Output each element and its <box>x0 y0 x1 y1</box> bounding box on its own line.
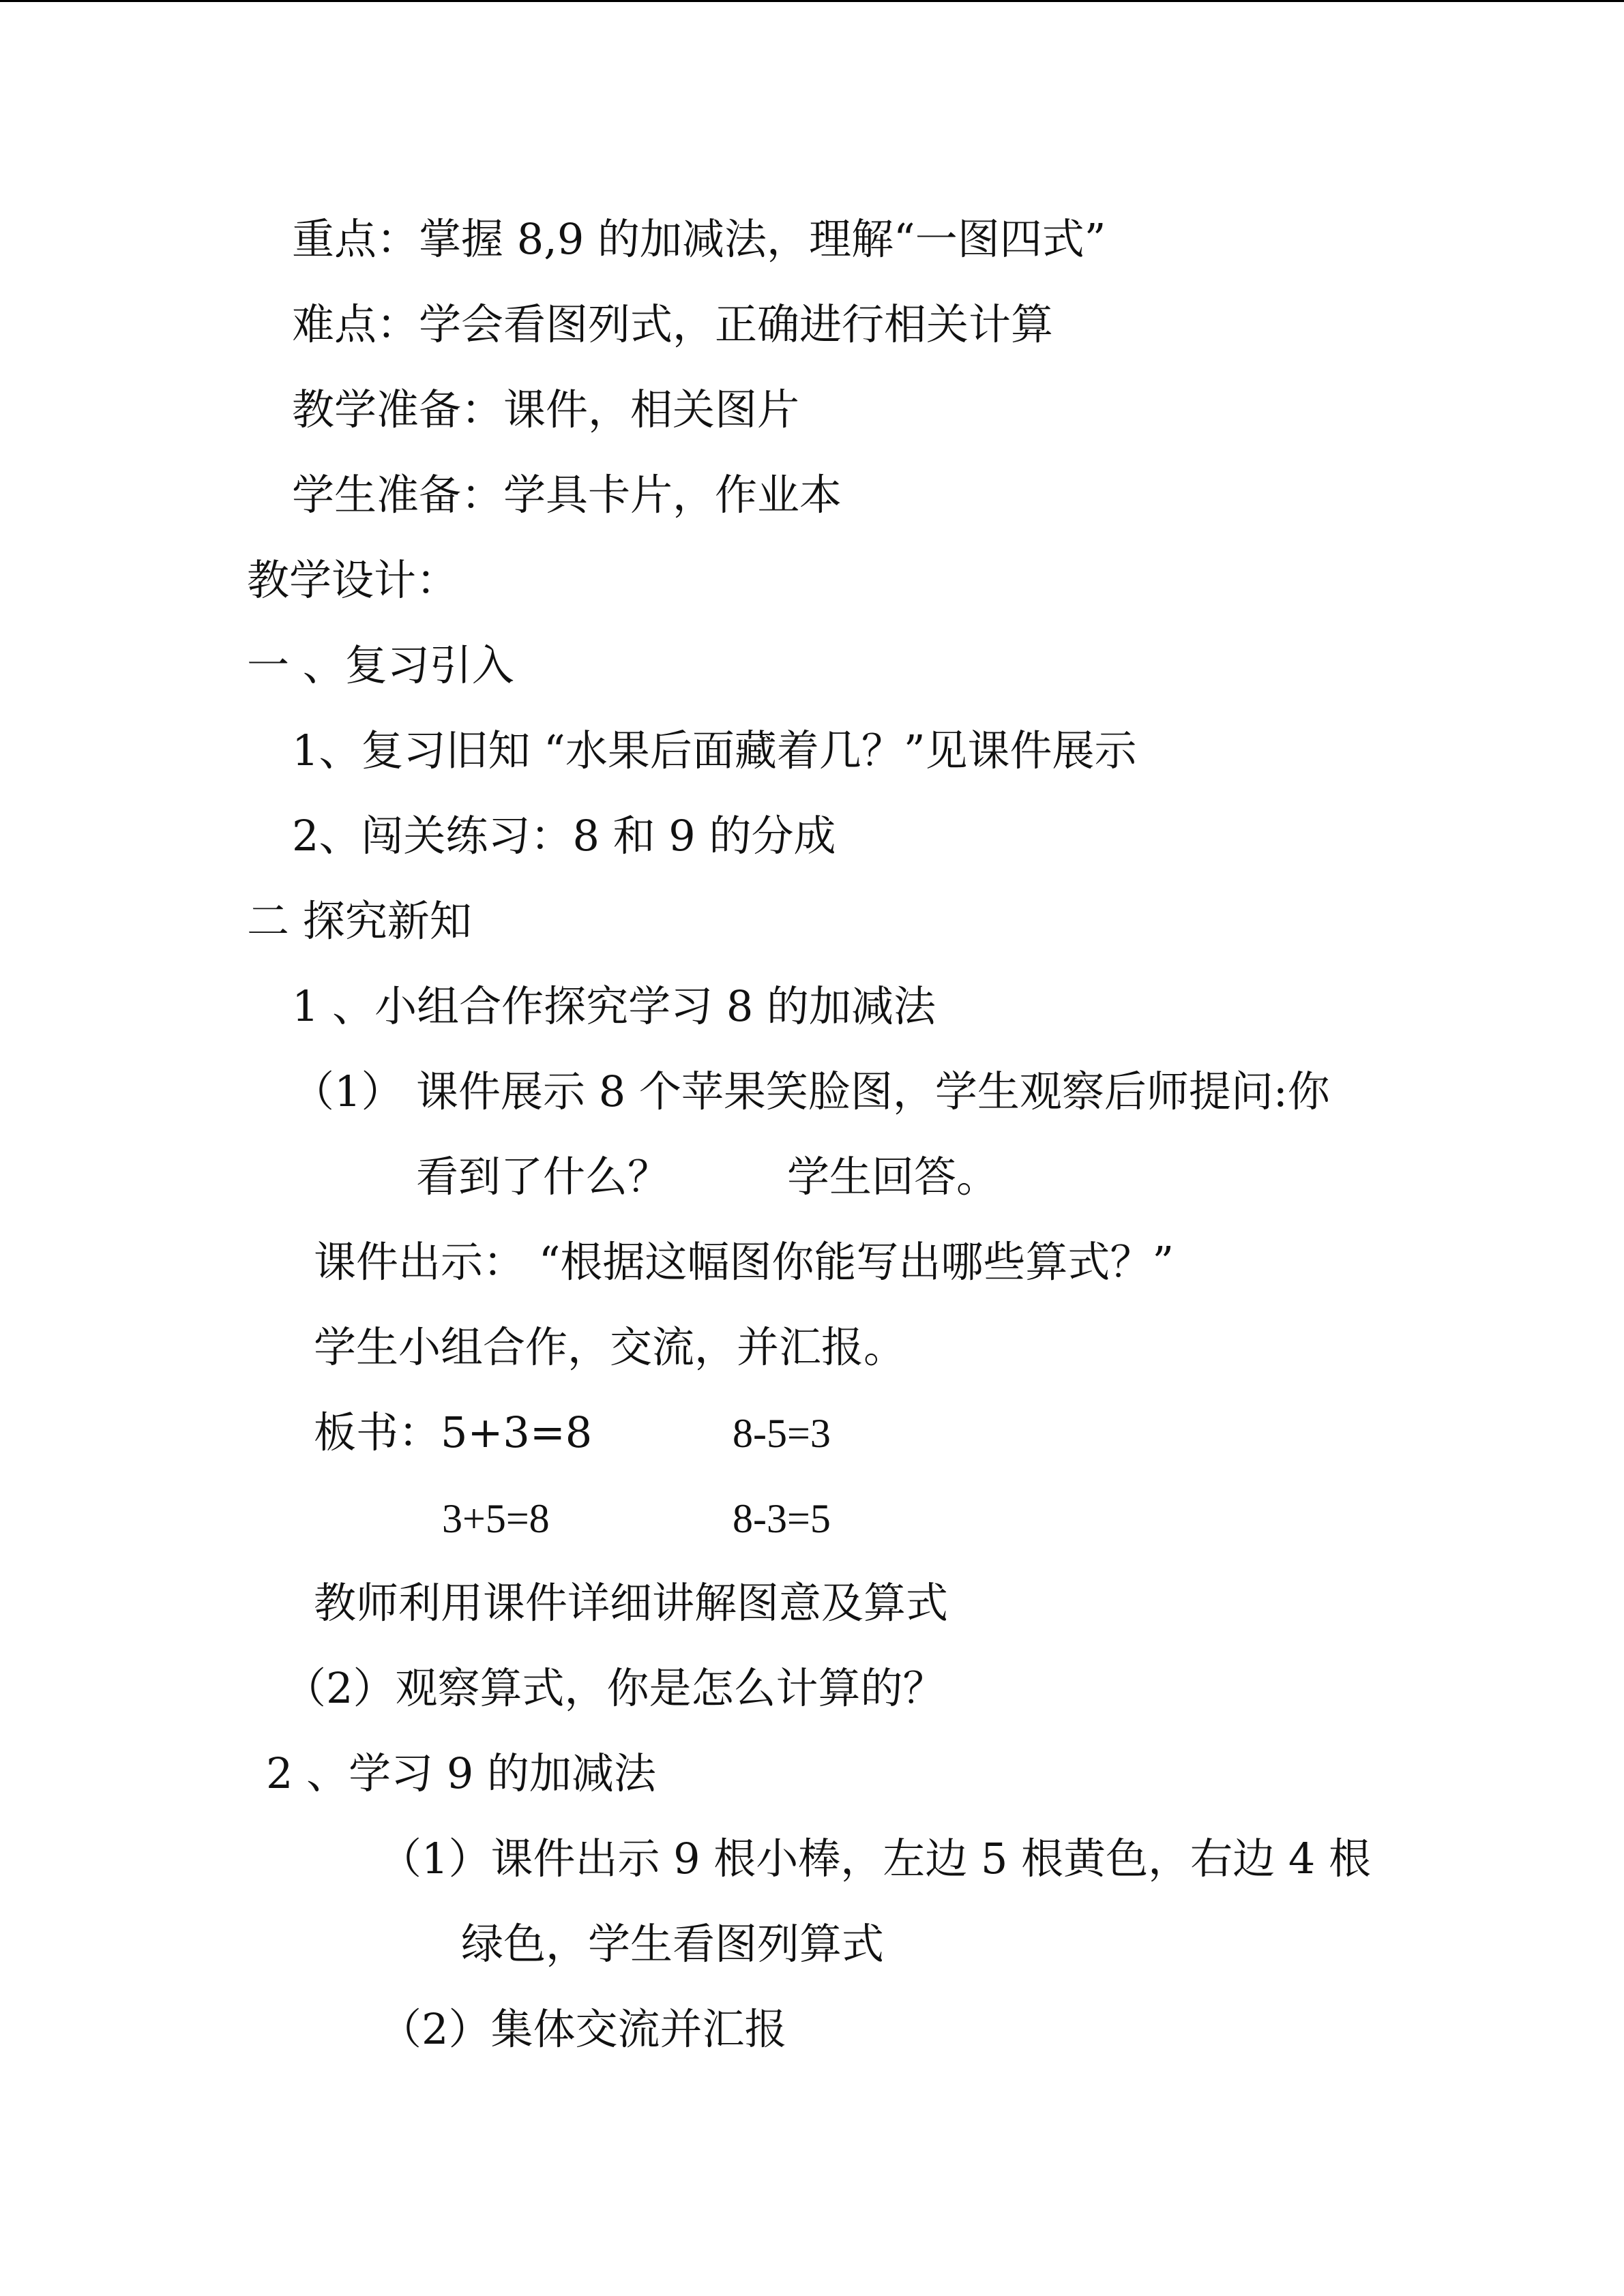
nine-sub-item-1-continued: 绿色，学生看图列算式 <box>461 1919 885 1969</box>
board-equation-4: 8-3=5 <box>733 1496 831 1541</box>
board-equation-3: 3+5=8 <box>442 1496 550 1541</box>
courseware-prompt-line: 课件出示： “根据这幅图你能写出哪些算式？” <box>314 1237 1175 1287</box>
difficulty-line: 难点：学会看图列式，正确进行相关计算 <box>292 299 1054 349</box>
nine-sub-item-2: （2）集体交流并汇报 <box>379 2004 787 2054</box>
teacher-explain-line: 教师利用课件详细讲解图意及算式 <box>314 1578 949 1628</box>
sub-item-1-continued: 看到了什么？ <box>416 1152 670 1202</box>
sub-item-2-line: （2）观察算式，你是怎么计算的？ <box>284 1663 945 1713</box>
explore-item-1: 1 、小组合作探究学习 8 的加减法 <box>292 981 936 1031</box>
design-heading: 教学设计： <box>247 555 459 605</box>
review-item-2: 2、闯关练习：8 和 9 的分成 <box>292 811 836 861</box>
section-two-heading: 二 探究新知 <box>247 896 472 946</box>
section-one-heading: 一 、复习引入 <box>247 640 514 690</box>
board-equation-1: 板书：5+3=8 <box>314 1407 593 1457</box>
review-item-1: 1、复习旧知 “水果后面藏着几？”见课件展示 <box>292 726 1137 775</box>
student-answer-text: 学生回答。 <box>787 1152 999 1202</box>
sub-item-marker-1: （1） <box>292 1067 404 1116</box>
page-top-border <box>0 0 1624 2</box>
teaching-prep-line: 教学准备：课件，相关图片 <box>292 385 800 434</box>
group-work-line: 学生小组合作，交流，并汇报。 <box>314 1322 906 1372</box>
key-point-line: 重点：掌握 8,9 的加减法，理解“一图四式” <box>292 214 1106 264</box>
board-equation-2: 8-5=3 <box>733 1411 831 1456</box>
explore-item-2: 2 、学习 9 的加减法 <box>266 1748 657 1798</box>
nine-sub-item-1: （1）课件出示 9 根小棒，左边 5 根黄色，右边 4 根 <box>379 1834 1372 1883</box>
student-prep-line: 学生准备：学具卡片，作业本 <box>292 470 842 520</box>
sub-item-1-text: 课件展示 8 个苹果笑脸图，学生观察后师提问:你 <box>416 1067 1330 1116</box>
